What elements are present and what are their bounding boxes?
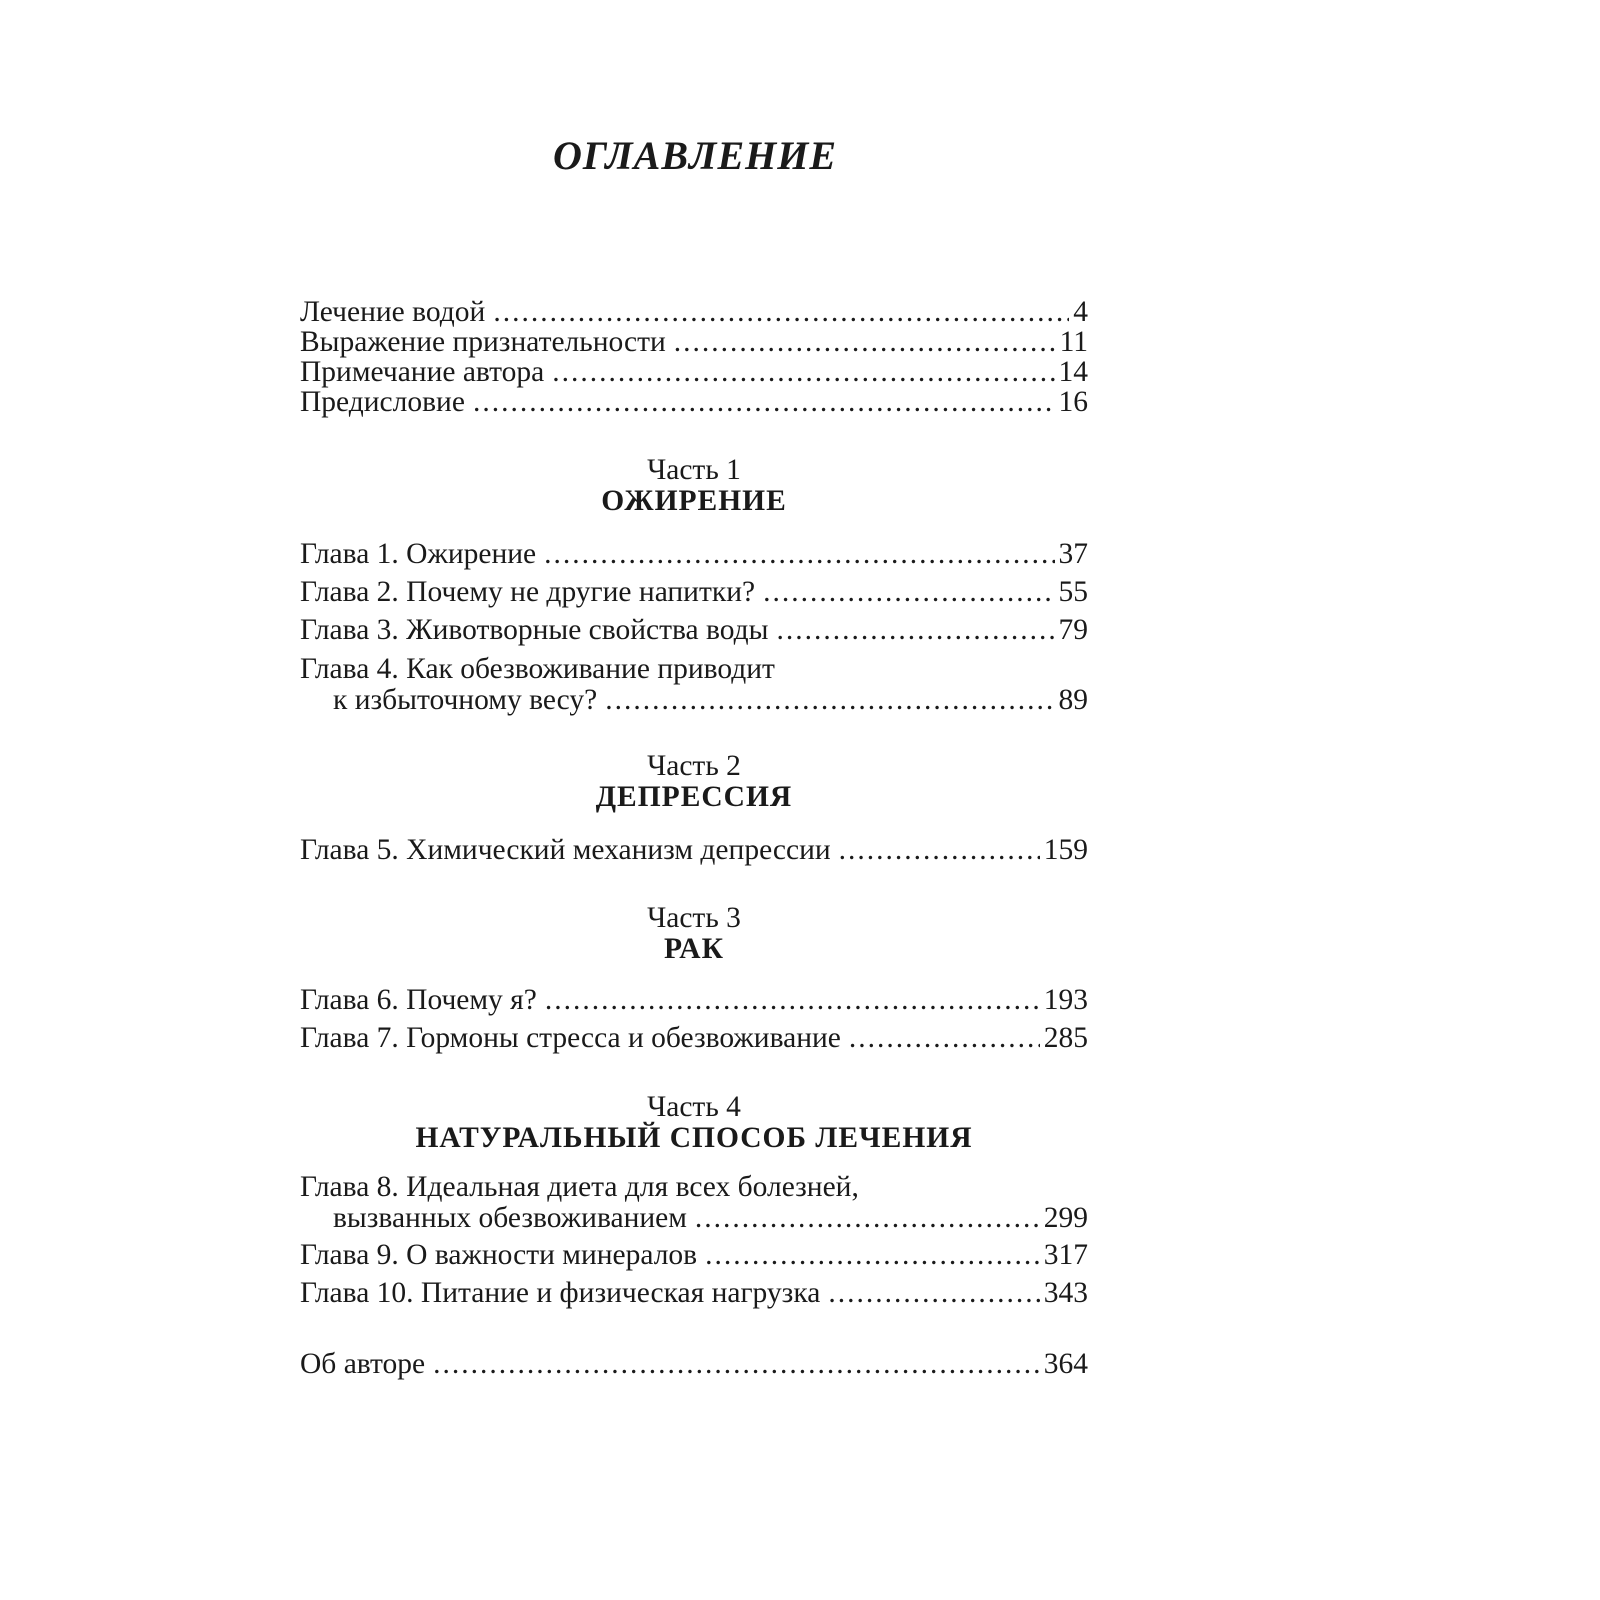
toc-entry-title: Глава 7. Гормоны стресса и обезвоживание bbox=[300, 1022, 841, 1054]
toc-entry-title: Глава 3. Животворные свойства воды bbox=[300, 614, 769, 646]
toc-entry-title: Глава 1. Ожирение bbox=[300, 538, 537, 570]
toc-entry-water-treatment[interactable] bbox=[300, 297, 1088, 328]
leader-dots bbox=[695, 1203, 1040, 1234]
page-title: ОГЛАВЛЕНИЕ bbox=[552, 133, 838, 178]
toc-entry-title: Глава 2. Почему не другие напитки? bbox=[300, 576, 756, 608]
part-heading-1 bbox=[300, 455, 1088, 517]
toc-entry-chapter-6[interactable] bbox=[300, 985, 1088, 1016]
toc-entry-page: 364 bbox=[1043, 1348, 1088, 1380]
toc-entry-chapter-4[interactable] bbox=[300, 654, 1088, 716]
toc-entry-chapter-7[interactable] bbox=[300, 1023, 1088, 1054]
toc-entry-title: Примечание автора bbox=[300, 356, 545, 388]
leader-dots bbox=[674, 327, 1056, 358]
leader-dots bbox=[828, 1278, 1039, 1309]
toc-entry-page: 89 bbox=[1058, 684, 1088, 716]
toc-entry-page: 79 bbox=[1058, 614, 1088, 646]
part-heading-2 bbox=[300, 751, 1088, 813]
part-title: РАК bbox=[664, 933, 724, 965]
toc-entry-author-note[interactable] bbox=[300, 357, 1088, 388]
part-label: Часть 2 bbox=[647, 750, 741, 782]
toc-entry-title: Глава 10. Питание и физическая нагрузка bbox=[300, 1277, 821, 1309]
toc-entry-page: 317 bbox=[1043, 1239, 1088, 1271]
leader-dots bbox=[473, 387, 1055, 418]
toc-entry-title-continued: к избыточному весу? bbox=[333, 684, 598, 716]
toc-entry-title: Глава 5. Химический механизм депрессии bbox=[300, 834, 831, 866]
toc-entry-page: 16 bbox=[1058, 386, 1088, 418]
part-label: Часть 3 bbox=[647, 902, 741, 934]
toc-entry-page: 193 bbox=[1043, 984, 1088, 1016]
toc-entry-page: 285 bbox=[1043, 1022, 1088, 1054]
leader-dots bbox=[552, 357, 1054, 388]
toc-entry-page: 14 bbox=[1058, 356, 1088, 388]
leader-dots bbox=[705, 1240, 1040, 1271]
part-title: ДЕПРЕССИЯ bbox=[595, 781, 793, 813]
leader-dots bbox=[605, 685, 1054, 716]
toc-entry-chapter-1[interactable] bbox=[300, 539, 1088, 570]
part-label: Часть 4 bbox=[647, 1091, 741, 1123]
part-heading-3 bbox=[300, 903, 1088, 965]
toc-entry-chapter-8[interactable] bbox=[300, 1172, 1088, 1234]
toc-entry-title: Глава 9. О важности минералов bbox=[300, 1239, 698, 1271]
toc-entry-acknowledgements[interactable] bbox=[300, 327, 1088, 358]
leader-dots bbox=[493, 297, 1069, 328]
toc-entry-preface[interactable] bbox=[300, 387, 1088, 418]
toc-entry-chapter-10[interactable] bbox=[300, 1278, 1088, 1309]
toc-entry-title: Лечение водой bbox=[300, 296, 486, 328]
toc-entry-chapter-9[interactable] bbox=[300, 1240, 1088, 1271]
toc-entry-page: 11 bbox=[1059, 326, 1088, 358]
toc-entry-chapter-2[interactable] bbox=[300, 577, 1088, 608]
leader-dots bbox=[839, 835, 1040, 866]
toc-entry-chapter-5[interactable] bbox=[300, 835, 1088, 866]
leader-dots bbox=[545, 985, 1040, 1016]
toc-entry-page: 55 bbox=[1058, 576, 1088, 608]
leader-dots bbox=[763, 577, 1054, 608]
leader-dots bbox=[776, 615, 1054, 646]
toc-entry-title-continued: вызванных обезвоживанием bbox=[333, 1202, 687, 1234]
leader-dots bbox=[433, 1349, 1040, 1380]
toc-entry-title: Предисловие bbox=[300, 386, 465, 418]
toc-entry-title: Об авторе bbox=[300, 1348, 426, 1380]
leader-dots bbox=[544, 539, 1054, 570]
toc-entry-page: 4 bbox=[1073, 296, 1088, 328]
toc-entry-title: Выражение признательности bbox=[300, 326, 666, 358]
toc-entry-title: Глава 4. Как обезвоживание приводит bbox=[300, 653, 775, 685]
toc-entry-chapter-3[interactable] bbox=[300, 615, 1088, 646]
part-label: Часть 1 bbox=[647, 454, 741, 486]
toc-entry-page: 343 bbox=[1043, 1277, 1088, 1309]
part-title: НАТУРАЛЬНЫЙ СПОСОБ ЛЕЧЕНИЯ bbox=[415, 1122, 973, 1154]
toc-entry-page: 37 bbox=[1058, 538, 1088, 570]
leader-dots bbox=[849, 1023, 1040, 1054]
part-heading-4 bbox=[300, 1092, 1088, 1154]
toc-entry-title: Глава 8. Идеальная диета для всех болезней, bbox=[300, 1171, 859, 1203]
part-title: ОЖИРЕНИЕ bbox=[601, 485, 787, 517]
toc-entry-page: 159 bbox=[1043, 834, 1088, 866]
toc-entry-page: 299 bbox=[1043, 1202, 1088, 1234]
toc-entry-title: Глава 6. Почему я? bbox=[300, 984, 537, 1016]
toc-entry-about-author[interactable] bbox=[300, 1349, 1088, 1380]
